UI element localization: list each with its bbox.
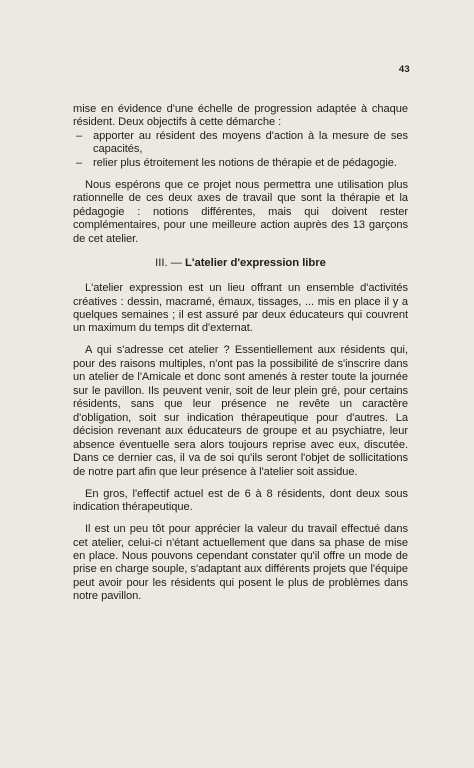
intro-bullet-text: apporter au résident des moyens d'action à la mesure de ses capacités,	[93, 129, 408, 156]
section-paragraph: Il est un peu tôt pour apprécier la valeur du travail effectué dans cet atelier, celui-ci n'étant actuellement que dans sa phase de mise en place. Nous pouvons cependant constater qu'il offre un mode de prise en charge souple, s'adaptant aux différents projets que l'équipe peut avoir pour les résidents qui posent le plus de problèmes dans notre pavillon.	[73, 523, 408, 603]
section-paragraph: En gros, l'effectif actuel est de 6 à 8 résidents, dont deux sous indication thérapeutique.	[73, 487, 408, 514]
section-paragraph: L'atelier expression est un lieu offrant un ensemble d'activités créatives : dessin, macramé, émaux, tissages, ... mis en place il y a quelques semaines ; il est assuré par deux éducateurs qui couvrent un maximum du temps dit d'externat.	[73, 282, 408, 335]
page-content	[73, 103, 408, 612]
section-paragraph: A qui s'adresse cet atelier ? Essentiellement aux résidents qui, pour des raisons multiples, n'ont pas la possibilité de s'inscrire dans un atelier de l'Amicale et donc sont amenés à rester toute la journée sur le pavillon. Ils peuvent venir, soit de leur plein gré, pour certains résidents, sans que leur présence ne revête un caractère d'obligation, soit sur indication thérapeutique pour d'autres. La décision revenant aux éducateurs de groupe et au psychiatre, leur absence éventuelle sera alors toujours reprise avec eux, discutée. Dans ce dernier cas, il va de soi qu'ils seront l'objet de sollicitations de notre part afin que leur présence à l'atelier soit assidue.	[73, 344, 408, 478]
intro-paragraph: Nous espérons que ce projet nous permettra une utilisation plus rationnelle de ces deux axes de travail que sont la thérapie et la pédagogie : notions différentes, mais qui doivent rester complémentaires, pour une meilleure action auprès des 13 garçons de cet atelier.	[73, 178, 408, 245]
intro-bullet	[73, 130, 408, 157]
intro-lead: mise en évidence d'une échelle de progression adaptée à chaque résident. Deux objectifs à cette démarche :	[73, 103, 408, 129]
page-number: 43	[398, 64, 410, 75]
intro-bullet	[73, 157, 408, 170]
section-title: L'atelier d'expression libre	[184, 257, 326, 270]
intro-bullet-text: relier plus étroitement les notions de thérapie et de pédagogie.	[93, 156, 397, 169]
dash-marker: –	[76, 129, 83, 142]
section-number: III. —	[155, 257, 182, 270]
section-heading	[73, 257, 408, 270]
dash-marker: –	[76, 156, 83, 169]
